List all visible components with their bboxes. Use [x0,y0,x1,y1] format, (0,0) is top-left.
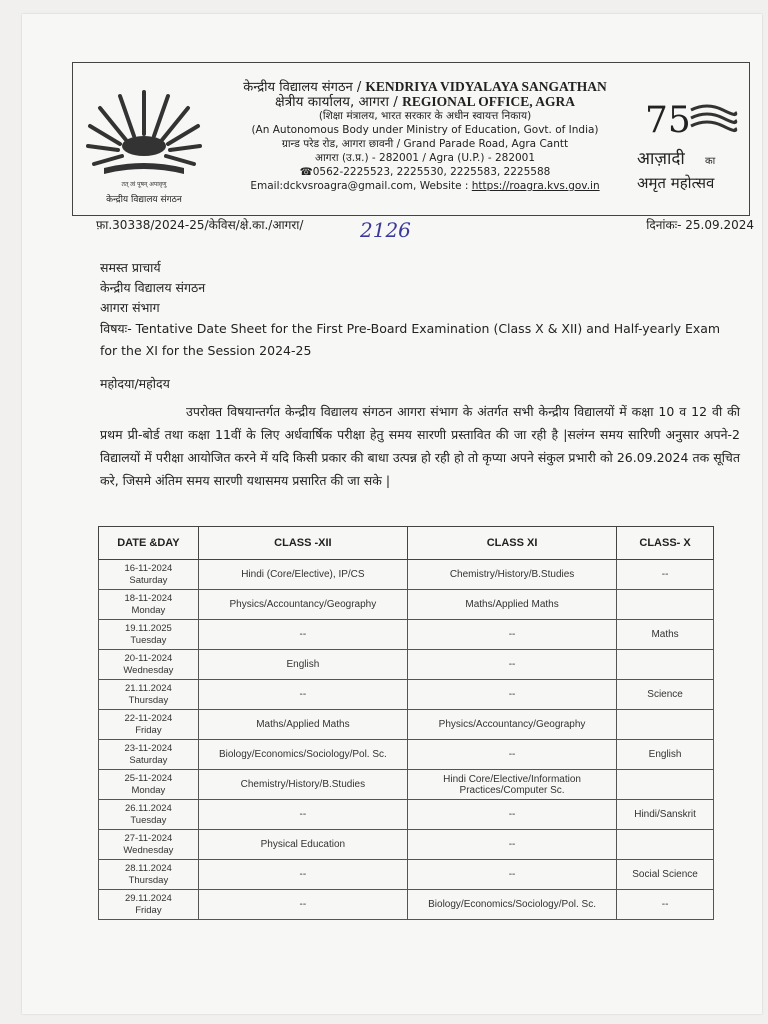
table-row [99,890,714,920]
class-xi-cell: -- [407,680,616,710]
date-day-cell [99,710,199,740]
exam-day: Saturday [129,754,168,766]
addressee-line: समस्त प्राचार्य [100,260,161,275]
exam-date: 18-11-2024 [124,592,173,604]
class-xii-cell: Physical Education [198,830,407,860]
ministry-hindi: (शिक्षा मंत्रालय, भारत सरकार के अधीन स्वायत्त निकाय) [318,110,532,122]
class-xi-cell: Physics/Accountancy/Geography [407,710,616,740]
road-address: ग्रान्ड परेड रोड, आगरा छावनी / Grand Parade Road, Agra Cantt [281,138,569,150]
table-row [99,650,714,680]
addressee-line: केन्द्रीय विद्यालय संगठन [100,280,206,295]
table-row [99,770,714,800]
pin-address: आगरा (उ.प्र.) - 282001 / Agra (U.P.) - 282001 [314,152,536,164]
table-row [99,710,714,740]
date-day-cell [99,800,199,830]
class-xi-cell: -- [407,800,616,830]
class-xii-cell: -- [198,620,407,650]
table-row [99,620,714,650]
class-xi-cell: -- [407,830,616,860]
exam-day: Thursday [128,694,169,706]
class-xii-cell: -- [198,860,407,890]
ministry-english: (An Autonomous Body under Ministry of Education, Govt. of India) [251,124,599,136]
header-class-xii: CLASS -XII [198,527,407,560]
class-xii-cell: Maths/Applied Maths [198,710,407,740]
class-x-cell: Science [617,680,714,710]
class-xii-cell: -- [198,680,407,710]
logo-motto: तत् त्वं पूषन् अपावृणु [121,181,167,188]
class-xii-cell: Chemistry/History/B.Studies [198,770,407,800]
exam-date: 22-11-2024 [124,712,173,724]
table-row [99,680,714,710]
date-day-cell [99,740,199,770]
class-xi-cell: -- [407,620,616,650]
org-name-english: KENDRIYA VIDYALAYA SANGATHAN [365,79,607,94]
class-x-cell: -- [617,560,714,590]
class-x-cell: Hindi/Sanskrit [617,800,714,830]
class-xi-cell: Biology/Economics/Sociology/Pol. Sc. [407,890,616,920]
addressee-block [100,258,205,318]
class-xii-cell: -- [198,800,407,830]
date-day-cell [99,890,199,920]
table-row [99,830,714,860]
date-day-cell [99,590,199,620]
body-paragraph [100,400,740,492]
svg-text:75: 75 [645,100,691,141]
emblem-line-1: आज़ादी [637,149,685,169]
office-name-hindi: क्षेत्रीय कार्यालय, आगरा / [275,94,403,110]
class-x-cell: Maths [617,620,714,650]
class-x-cell [617,590,714,620]
emblem-line-2: अमृत महोत्सव [637,174,715,192]
exam-date: 25-11-2024 [124,772,173,784]
exam-day: Monday [131,784,166,796]
subject-line [100,318,740,362]
exam-date: 23-11-2024 [124,742,173,754]
letterhead-text [210,80,640,193]
exam-date: 21.11.2024 [124,682,172,694]
exam-day: Tuesday [130,634,167,646]
exam-day: Monday [131,604,166,616]
phone-numbers: ☎0562-2225523, 2225530, 2225583, 2225588 [299,166,551,178]
exam-date: 28.11.2024 [124,862,172,874]
class-x-cell [617,710,714,740]
subject-text: Tentative Date Sheet for the First Pre-Board Examination (Class X & XII) and Half-yearly Exam for the XI for the Session 2024-25 [100,321,721,358]
class-xi-cell: Maths/Applied Maths [407,590,616,620]
exam-date: 26.11.2024 [124,802,172,814]
date-day-cell [99,860,199,890]
class-xii-cell: English [198,650,407,680]
kvs-logo-icon [84,78,204,208]
class-x-cell [617,830,714,860]
website-link[interactable]: https://roagra.kvs.gov.in [471,180,600,192]
salutation: महोदया/महोदय [100,376,170,391]
exam-date: 27-11-2024 [124,832,173,844]
class-xi-cell: Hindi Core/Elective/Information Practices/Computer Sc. [407,770,616,800]
exam-day: Thursday [128,874,169,886]
date-sheet-table [98,526,714,920]
date-day-cell [99,830,199,860]
class-x-cell: -- [617,890,714,920]
table-row [99,590,714,620]
date-day-cell [99,680,199,710]
addressee-line: आगरा संभाग [100,300,160,315]
office-name-english: REGIONAL OFFICE, AGRA [402,94,575,109]
class-xi-cell: -- [407,740,616,770]
letter-date: दिनांकः- 25.09.2024 [646,218,754,232]
table-header-row [99,527,714,560]
handwritten-dispatch-number: 2126 [360,218,411,242]
class-xii-cell: Hindi (Core/Elective), IP/CS [198,560,407,590]
subject-label: विषयः- [100,321,132,336]
exam-date: 29.11.2024 [124,892,172,904]
exam-day: Tuesday [130,814,167,826]
date-day-cell [99,770,199,800]
class-xii-cell: Physics/Accountancy/Geography [198,590,407,620]
exam-day: Wednesday [123,664,174,676]
exam-day: Saturday [129,574,168,586]
class-x-cell: Social Science [617,860,714,890]
exam-date: 19.11.2025 [124,622,172,634]
class-x-cell [617,770,714,800]
class-x-cell: English [617,740,714,770]
org-name-hindi: केन्द्रीय विद्यालय संगठन / [243,80,366,95]
exam-day: Friday [135,904,162,916]
exam-day: Friday [135,724,162,736]
table-row [99,740,714,770]
emblem-ka: का [705,156,716,167]
date-day-cell [99,560,199,590]
date-day-cell [99,650,199,680]
class-xi-cell: Chemistry/History/B.Studies [407,560,616,590]
class-xii-cell: Biology/Economics/Sociology/Pol. Sc. [198,740,407,770]
logo-caption: केन्द्रीय विद्यालय संगठन [106,195,182,205]
table-row [99,800,714,830]
date-day-cell [99,620,199,650]
class-xii-cell: -- [198,890,407,920]
table-row [99,860,714,890]
file-number: फ़ा.30338/2024-25/केविस/क्षे.का./आगरा/ [96,218,304,232]
exam-day: Wednesday [123,844,174,856]
exam-date: 16-11-2024 [124,562,173,574]
header-class-x: CLASS- X [617,527,714,560]
email-text: Email:dckvsroagra@gmail.com, Website : [250,180,472,192]
exam-date: 20-11-2024 [124,652,173,664]
header-class-xi: CLASS XI [407,527,616,560]
header-date-day: DATE &DAY [99,527,199,560]
table-row [99,560,714,590]
class-x-cell [617,650,714,680]
body-text: उपरोक्त विषयान्तर्गत केन्द्रीय विद्यालय संगठन आगरा संभाग के अंतर्गत सभी केन्द्रीय विद्यालयों में कक्षा 10 व 12 वी की प्रथम प्री-बोर्ड तथा कक्षा 11वीं के लिए अर्धवार्षिक परीक्षा हेतु समय सारणी प्रस्तावित की जा रही है |सलंग्न समय सारिणी अनुसार अपने-2 विद्यालयों में परीक्षा आयोजित करने में यदि किसी प्रकार की बाधा उत्पन्न हो रही हो तो कृप्या अपने संकुल प्रभारी को 26.09.2024 तक सूचित करे, जिसमे अंतिम समय सारणी यथासमय प्रसारित की जा सके | [100,404,740,488]
class-xi-cell: -- [407,860,616,890]
azadi-amrit-mahotsav-icon [635,92,745,202]
class-xi-cell: -- [407,650,616,680]
